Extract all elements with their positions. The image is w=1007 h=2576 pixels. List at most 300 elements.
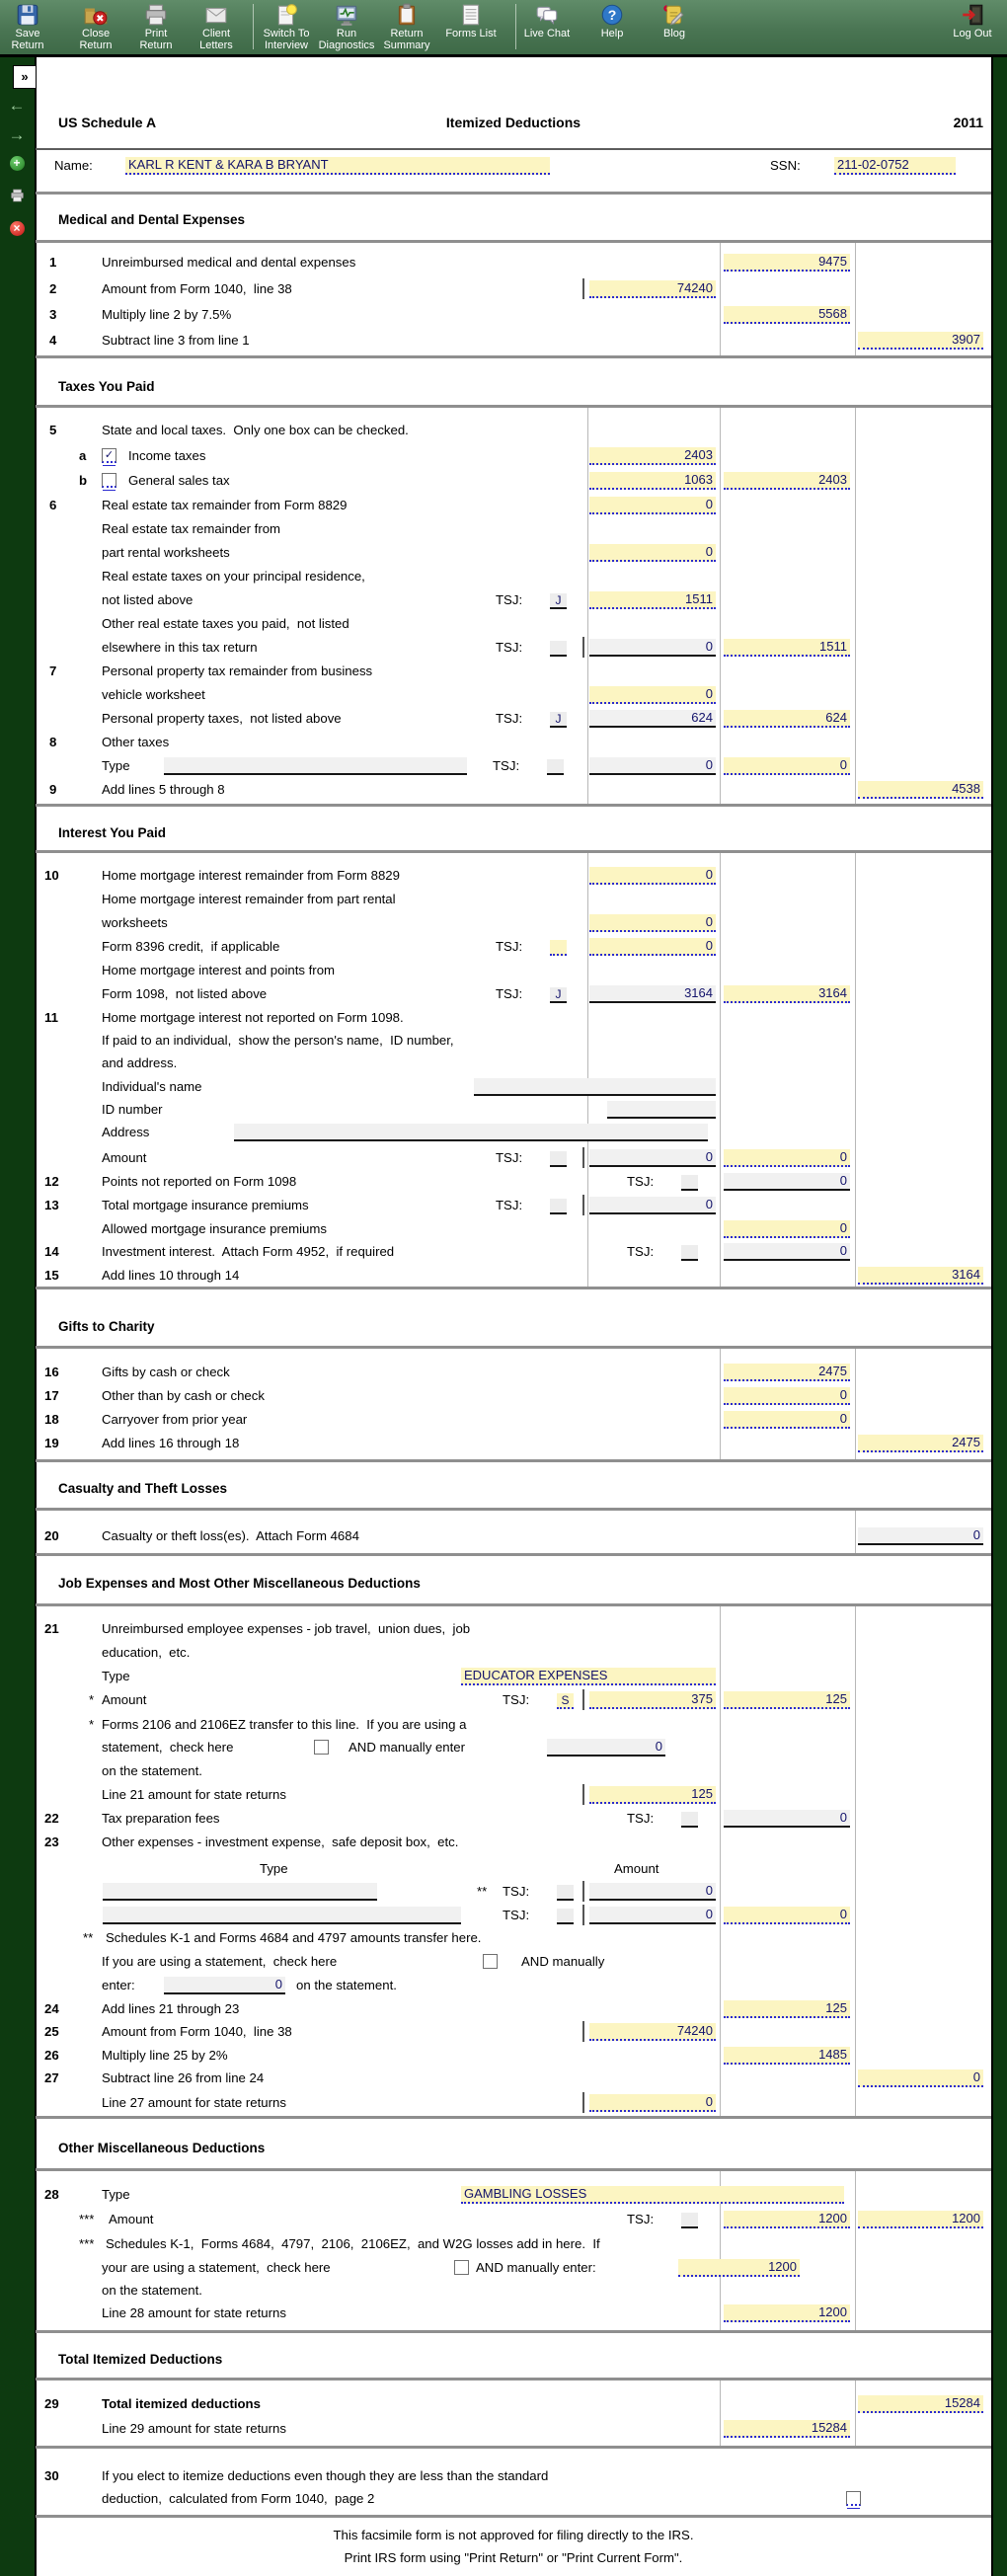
form-label: If you elect to itemize deductions even though they are less than the standard — [102, 2468, 549, 2483]
column-line — [855, 1511, 856, 1553]
field-value: 0 — [705, 1149, 713, 1164]
form-label: your are using a statement, check here — [102, 2260, 331, 2275]
summary-icon — [394, 2, 420, 28]
form-label: Income taxes — [128, 448, 206, 463]
column-line — [587, 853, 588, 1287]
field-value: 0 — [839, 1411, 847, 1426]
form-label: statement, check here — [102, 1740, 234, 1755]
field-value: 1200 — [768, 2259, 797, 2274]
form-label: Line 27 amount for state returns — [102, 2095, 286, 2110]
field-value: 5568 — [818, 306, 847, 321]
calculated-amount-field[interactable] — [103, 1907, 461, 1924]
svg-text:?: ? — [607, 6, 617, 23]
form-label: Carryover from prior year — [102, 1412, 248, 1427]
line-number: 19 — [44, 1436, 59, 1450]
section-title: Taxes You Paid — [58, 379, 155, 394]
field-value: 0 — [655, 1739, 662, 1754]
input-amount-field[interactable] — [724, 1149, 850, 1167]
form-label: *** — [79, 2212, 95, 2226]
column-line — [587, 408, 588, 804]
form-label: education, etc. — [102, 1645, 191, 1660]
close-form-icon[interactable]: × — [6, 219, 28, 239]
form-label: Add lines 10 through 14 — [102, 1268, 240, 1283]
field-value: 1200 — [818, 2211, 847, 2225]
form-label: Individual's name — [102, 1079, 202, 1094]
section-title: Gifts to Charity — [58, 1319, 155, 1334]
field-value: 0 — [705, 686, 713, 701]
form-label: Multiply line 25 by 2% — [102, 2048, 228, 2063]
field-value: 4538 — [952, 781, 980, 796]
ssn-field[interactable]: 211-02-0752 — [834, 157, 956, 175]
tick-mark — [582, 1784, 584, 1805]
input-amount-field[interactable] — [858, 1267, 983, 1285]
input-amount-field[interactable] — [724, 472, 850, 490]
calculated-amount-field[interactable] — [607, 1101, 716, 1119]
toolbar-button-label: Forms List — [445, 28, 497, 39]
checkbox[interactable] — [102, 473, 116, 488]
field-value: 0 — [705, 2094, 713, 2109]
tsj-box[interactable] — [681, 1812, 698, 1828]
line-number: 5 — [49, 423, 57, 437]
calculated-amount-field[interactable] — [724, 1243, 850, 1261]
checkbox[interactable] — [846, 2491, 861, 2506]
forms-icon — [458, 2, 484, 28]
tsj-box[interactable] — [681, 1245, 698, 1261]
calculated-amount-field[interactable] — [474, 1078, 716, 1096]
form-label: Allowed mortgage insurance premiums — [102, 1221, 327, 1236]
form-label: Add lines 16 through 18 — [102, 1436, 240, 1450]
line-number: 26 — [44, 2048, 59, 2063]
form-label: Amount — [109, 2212, 154, 2226]
form-label: Address — [102, 1125, 150, 1139]
calculated-amount-field[interactable] — [164, 757, 467, 775]
form-label: * — [89, 1692, 95, 1707]
column-line — [720, 408, 721, 804]
form-label: Personal property tax remainder from business — [102, 664, 373, 678]
calculated-amount-field[interactable] — [724, 1810, 850, 1828]
form-label: Amount from Form 1040, line 38 — [102, 281, 292, 296]
form-label: Home mortgage interest remainder from part rental — [102, 892, 396, 906]
calculated-amount-field[interactable] — [103, 1883, 377, 1901]
blog-icon — [661, 2, 687, 28]
toolbar-button-label: Return — [79, 39, 113, 51]
name-field[interactable]: KARL R KENT & KARA B BRYANT — [125, 157, 550, 175]
form-label: Form 1098, not listed above — [102, 986, 268, 1001]
form-label: ** — [83, 1930, 94, 1945]
line-number: 21 — [44, 1621, 59, 1636]
line-number: 24 — [44, 2001, 59, 2016]
footer-disclaimer-line2: Print IRS form using "Print Return" or "Print Current Form". — [344, 2550, 683, 2565]
form-label: worksheets — [102, 915, 168, 930]
name-label: Name: — [54, 158, 93, 173]
column-line — [855, 1349, 856, 1459]
form-label: AND manually enter — [349, 1740, 466, 1755]
toolbar-button-label: Print — [144, 28, 168, 39]
input-amount-field[interactable] — [589, 686, 716, 704]
field-value: 0 — [972, 2069, 980, 2084]
form-label: Amount from Form 1040, line 38 — [102, 2024, 292, 2039]
input-amount-field[interactable] — [589, 1786, 716, 1804]
calculated-amount-field[interactable] — [724, 1173, 850, 1191]
field-value: 0 — [839, 757, 847, 772]
form-label: Schedules K-1 and Forms 4684 and 4797 amounts transfer here. — [106, 1930, 482, 1945]
form-label: deduction, calculated from Form 1040, page 2 — [102, 2491, 375, 2506]
field-value: 1511 — [685, 591, 713, 606]
tsj-box[interactable] — [681, 2213, 698, 2228]
input-amount-field[interactable] — [724, 254, 850, 272]
column-line — [855, 2171, 856, 2330]
field-value: 0 — [839, 1149, 847, 1164]
field-value: 0 — [839, 1387, 847, 1402]
input-amount-field[interactable] — [589, 591, 716, 609]
toolbar-button-label: Summary — [383, 39, 430, 51]
field-value: 2403 — [684, 447, 713, 462]
field-value: 3164 — [952, 1267, 980, 1282]
form-label: Casualty or theft loss(es). Attach Form 4684 — [102, 1528, 359, 1543]
tsj-label: TSJ: — [503, 1692, 530, 1707]
tsj-box[interactable] — [550, 940, 567, 956]
form-label: Real estate taxes on your principal residence, — [102, 569, 365, 584]
tsj-box[interactable] — [557, 1693, 574, 1709]
diagnostics-icon — [334, 2, 359, 28]
column-line — [855, 1606, 856, 2116]
field-value: 3164 — [684, 985, 713, 1000]
form-label: Schedules K-1, Forms 4684, 4797, 2106, 2106EZ, and W2G losses add in here. If — [106, 2236, 600, 2251]
logout-icon — [960, 2, 985, 28]
input-amount-field[interactable] — [589, 2023, 716, 2041]
input-amount-field[interactable] — [589, 938, 716, 956]
tick-mark — [582, 2021, 584, 2042]
input-amount-field[interactable] — [724, 1691, 850, 1709]
section-rule — [36, 1459, 991, 1462]
tsj-box[interactable] — [550, 1199, 567, 1214]
input-amount-field[interactable] — [858, 1435, 983, 1452]
line-number: 10 — [44, 868, 59, 883]
input-amount-field[interactable] — [724, 639, 850, 657]
checkbox[interactable] — [314, 1740, 329, 1755]
calculated-amount-field[interactable] — [589, 1197, 716, 1214]
tsj-box[interactable] — [547, 759, 564, 775]
checkbox[interactable]: ✓ — [102, 448, 116, 463]
add-icon[interactable]: + — [6, 154, 28, 174]
tsj-label: TSJ: — [493, 758, 520, 773]
line-number: 7 — [49, 664, 57, 678]
toolbar-button-label: Help — [600, 28, 624, 39]
input-amount-field[interactable] — [724, 2211, 850, 2228]
input-amount-field[interactable] — [724, 306, 850, 324]
section-title: Total Itemized Deductions — [58, 2352, 223, 2367]
column-line — [855, 243, 856, 355]
tsj-box[interactable] — [550, 593, 567, 609]
field-value: 3164 — [818, 985, 847, 1000]
column-line — [855, 2381, 856, 2446]
form-label: Multiply line 2 by 7.5% — [102, 307, 232, 322]
tsj-box[interactable] — [557, 1909, 574, 1924]
tsj-label: TSJ: — [496, 640, 523, 655]
line-number: 8 — [49, 735, 57, 749]
line-number: 22 — [44, 1811, 59, 1826]
toolbar-button-label: Log Out — [953, 28, 992, 39]
toolbar-button-logout[interactable] — [931, 2, 1007, 39]
toolbar-button-label: Letters — [199, 39, 233, 51]
tick-mark — [582, 1881, 584, 1902]
line-number: 20 — [44, 1528, 59, 1543]
input-amount-field[interactable] — [724, 2420, 850, 2438]
input-amount-field[interactable] — [724, 2304, 850, 2322]
form-label: Add lines 5 through 8 — [102, 782, 225, 797]
tsj-label: TSJ: — [496, 1198, 523, 1212]
form-label: Unreimbursed employee expenses - job travel, union dues, job — [102, 1621, 471, 1636]
section-rule — [36, 804, 991, 807]
line-number: 4 — [49, 333, 57, 348]
form-subtitle: Itemized Deductions — [445, 115, 581, 130]
form-label: Unreimbursed medical and dental expenses — [102, 255, 356, 270]
form-label: Home mortgage interest not reported on Form 1098. — [102, 1010, 404, 1025]
form-label: Line 29 amount for state returns — [102, 2421, 286, 2436]
input-amount-field[interactable] — [858, 332, 983, 350]
tsj-label: TSJ: — [496, 939, 523, 954]
section-title: Other Miscellaneous Deductions — [58, 2141, 266, 2155]
form-label: Other taxes — [102, 735, 170, 749]
section-title: Casualty and Theft Losses — [58, 1481, 228, 1496]
line-number: b — [79, 473, 88, 488]
letters-icon — [203, 2, 229, 28]
field-value: 2475 — [952, 1435, 980, 1449]
line-number: 12 — [44, 1174, 59, 1189]
input-amount-field[interactable] — [724, 1220, 850, 1238]
line-number: 9 — [49, 782, 57, 797]
section-rule — [36, 2330, 991, 2333]
field-value: 0 — [705, 867, 713, 882]
checkbox[interactable] — [454, 2260, 469, 2275]
field-value: 0 — [839, 1243, 847, 1258]
form-label: Type — [260, 1861, 288, 1876]
input-amount-field[interactable] — [461, 1668, 716, 1685]
save-icon — [15, 2, 40, 28]
form-title: US Schedule A — [58, 115, 157, 130]
input-amount-field[interactable] — [858, 781, 983, 799]
field-value: 1063 — [684, 472, 713, 487]
field-value: 0 — [274, 1977, 282, 1991]
field-value: 1200 — [818, 2304, 847, 2319]
line-number: 17 — [44, 1388, 59, 1403]
form-year: 2011 — [953, 115, 983, 130]
input-amount-field[interactable] — [589, 472, 716, 490]
column-line — [720, 1349, 721, 1459]
input-amount-field[interactable] — [589, 914, 716, 932]
calculated-amount-field[interactable] — [234, 1124, 708, 1141]
toolbar-button-label: Interview — [264, 39, 309, 51]
field-value: 0 — [705, 544, 713, 559]
forward-arrow-icon[interactable]: → — [8, 125, 26, 144]
section-rule — [36, 355, 991, 358]
field-value: GAMBLING LOSSES — [464, 2186, 587, 2201]
calculated-amount-field[interactable] — [589, 1907, 716, 1924]
column-line — [855, 408, 856, 804]
line-number: 28 — [44, 2187, 59, 2202]
field-value: 1511 — [819, 639, 847, 654]
field-value: 125 — [825, 1691, 847, 1706]
toolbar-button-label: Return — [11, 39, 44, 51]
section-rule — [36, 1346, 991, 1349]
form-label: Gifts by cash or check — [102, 1365, 230, 1379]
input-amount-field[interactable] — [461, 2186, 844, 2204]
field-value: 0 — [839, 1810, 847, 1825]
calculated-amount-field[interactable] — [858, 1527, 983, 1545]
tick-mark — [582, 1905, 584, 1925]
form-label: General sales tax — [128, 473, 230, 488]
tsj-box[interactable] — [681, 1175, 698, 1191]
tsj-box[interactable] — [557, 1885, 574, 1901]
input-amount-field[interactable] — [724, 1907, 850, 1924]
calculated-amount-field[interactable] — [589, 639, 716, 657]
line-number: 15 — [44, 1268, 59, 1283]
section-rule — [36, 2446, 991, 2449]
line-number: 16 — [44, 1365, 59, 1379]
toolbar-separator — [515, 4, 516, 49]
column-line — [720, 853, 721, 1287]
main-toolbar — [0, 0, 1007, 57]
calculated-amount-field[interactable] — [589, 985, 716, 1003]
form-label: AND manually — [521, 1954, 605, 1969]
form-label: Tax preparation fees — [102, 1811, 220, 1826]
input-amount-field[interactable] — [589, 497, 716, 514]
input-amount-field[interactable] — [724, 757, 850, 775]
line-number: 18 — [44, 1412, 59, 1427]
tsj-value: J — [555, 987, 562, 1001]
close-icon — [83, 2, 109, 28]
section-rule — [36, 240, 991, 243]
calculated-amount-field[interactable] — [589, 1883, 716, 1901]
input-amount-field[interactable] — [589, 1691, 716, 1709]
input-amount-field[interactable] — [724, 985, 850, 1003]
input-amount-field[interactable] — [589, 867, 716, 885]
chat-icon — [534, 2, 560, 28]
form-label: * — [89, 1717, 95, 1732]
tsj-label: TSJ: — [627, 2212, 655, 2226]
form-label: and address. — [102, 1055, 178, 1070]
tick-mark — [582, 2092, 584, 2113]
input-amount-field[interactable] — [724, 1411, 850, 1429]
column-line — [720, 2381, 721, 2446]
column-line — [720, 243, 721, 355]
input-amount-field[interactable] — [858, 2395, 983, 2413]
toolbar-button-blog[interactable] — [633, 2, 716, 39]
calculated-amount-field[interactable] — [547, 1739, 665, 1756]
form-label: Type — [102, 1669, 130, 1683]
form-label: Line 28 amount for state returns — [102, 2305, 286, 2320]
input-amount-field[interactable] — [858, 2069, 983, 2087]
line-number: 14 — [44, 1244, 59, 1259]
form-label: Forms 2106 and 2106EZ transfer to this line. If you are using a — [102, 1717, 467, 1732]
form-label: enter: — [102, 1978, 135, 1992]
calculated-amount-field[interactable] — [589, 757, 716, 775]
form-label: ID number — [102, 1102, 163, 1117]
input-amount-field[interactable] — [589, 544, 716, 562]
column-line — [855, 853, 856, 1287]
toolbar-button-label: Close — [81, 28, 111, 39]
form-label: Type — [102, 2187, 130, 2202]
form-label: vehicle worksheet — [102, 687, 205, 702]
tsj-box[interactable] — [550, 712, 567, 728]
form-label: ** — [477, 1884, 488, 1899]
section-rule — [36, 405, 991, 408]
toolbar-button-forms[interactable] — [429, 2, 512, 39]
field-value: EDUCATOR EXPENSES — [464, 1668, 608, 1682]
tsj-label: TSJ: — [496, 592, 523, 607]
input-amount-field[interactable] — [589, 280, 716, 298]
form-label: Other than by cash or check — [102, 1388, 265, 1403]
toolbar-button-label: Client — [201, 28, 231, 39]
section-rule — [36, 850, 991, 853]
calculated-amount-field[interactable] — [589, 1149, 716, 1167]
field-value: 2475 — [818, 1364, 847, 1378]
line-number: 13 — [44, 1198, 59, 1212]
field-value: 74240 — [676, 2023, 713, 2038]
form-label: Personal property taxes, not listed above — [102, 711, 342, 726]
line-number: 25 — [44, 2024, 59, 2039]
input-amount-field[interactable] — [724, 2000, 850, 2018]
tsj-label: TSJ: — [627, 1811, 655, 1826]
form-label: Amount — [102, 1150, 147, 1165]
tsj-box[interactable] — [550, 1151, 567, 1167]
form-label: AND manually enter: — [476, 2260, 596, 2275]
toolbar-button-label: Switch To — [263, 28, 310, 39]
field-value: 0 — [705, 497, 713, 511]
field-value: 74240 — [676, 280, 713, 295]
tsj-box[interactable] — [550, 987, 567, 1003]
form-label: on the statement. — [102, 1763, 202, 1778]
tick-mark — [582, 1195, 584, 1215]
input-amount-field[interactable] — [858, 2211, 983, 2228]
back-arrow-icon[interactable]: ← — [8, 96, 26, 115]
field-value: 0 — [705, 914, 713, 929]
input-amount-field[interactable] — [678, 2259, 800, 2277]
tsj-label: TSJ: — [496, 986, 523, 1001]
calculated-amount-field[interactable] — [589, 710, 716, 728]
section-title: Job Expenses and Most Other Miscellaneous Deductions — [58, 1576, 421, 1591]
header-rule — [36, 192, 991, 195]
field-value: 375 — [691, 1691, 713, 1706]
title-rule — [36, 148, 991, 150]
checkbox[interactable] — [483, 1954, 498, 1969]
sidebar-expander[interactable]: » — [13, 65, 37, 89]
form-label: Line 21 amount for state returns — [102, 1787, 286, 1802]
section-rule — [36, 1553, 991, 1556]
section-rule — [36, 2116, 991, 2119]
field-value: 2403 — [818, 472, 847, 487]
input-amount-field[interactable] — [724, 710, 850, 728]
calculated-amount-field[interactable] — [164, 1977, 285, 1994]
form-label: on the statement. — [296, 1978, 397, 1992]
line-number: 6 — [49, 498, 57, 512]
print-icon[interactable] — [6, 188, 28, 207]
input-amount-field[interactable] — [724, 1387, 850, 1405]
tsj-box[interactable] — [550, 641, 567, 657]
input-amount-field[interactable] — [724, 2047, 850, 2065]
toolbar-button-label: Return — [390, 28, 424, 39]
field-value: 0 — [705, 1907, 713, 1921]
form-label: If paid to an individual, show the person's name, ID number, — [102, 1033, 454, 1048]
form-label: *** — [79, 2236, 95, 2251]
line-number: 29 — [44, 2396, 59, 2411]
input-amount-field[interactable] — [589, 447, 716, 465]
input-amount-field[interactable] — [589, 2094, 716, 2112]
input-amount-field[interactable] — [724, 1364, 850, 1381]
line-number: 11 — [44, 1010, 58, 1025]
field-value: 125 — [691, 1786, 713, 1801]
section-rule — [36, 1287, 991, 1289]
